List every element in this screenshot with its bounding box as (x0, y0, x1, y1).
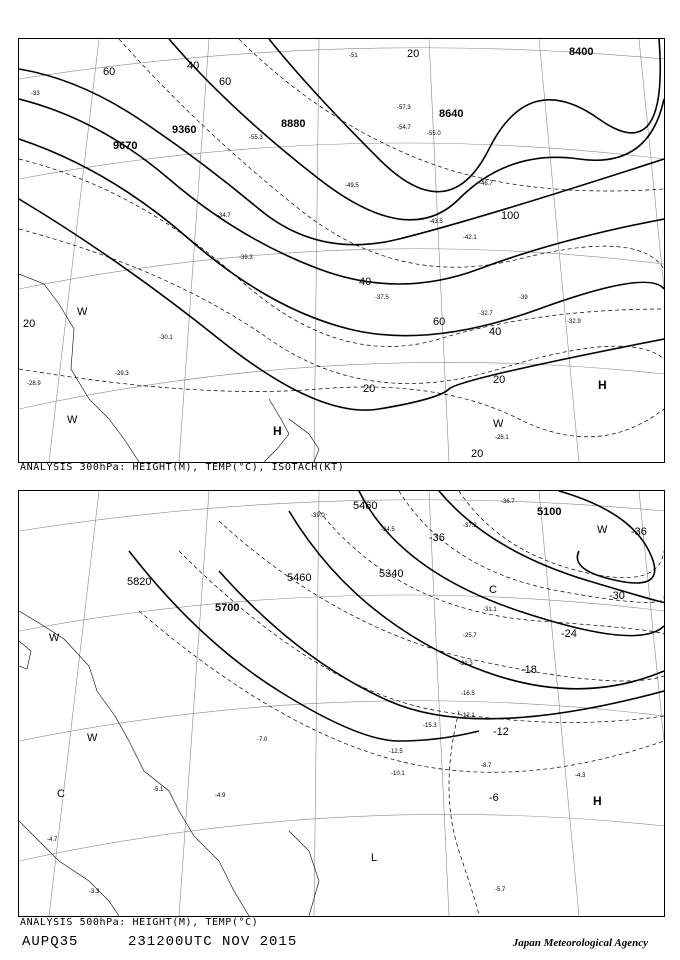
isotach-label: 20 (493, 374, 506, 386)
temp-obs: -5.7 (495, 887, 506, 893)
height-label: 9670 (113, 140, 138, 152)
isotach-label: 100 (501, 210, 520, 222)
temp-obs: -32.7 (479, 311, 493, 317)
warm-center: W (87, 732, 98, 744)
isotherm-label: -36 (429, 532, 445, 544)
isotach-label: 20 (471, 448, 484, 460)
isotach-label: 20 (23, 318, 36, 330)
temp-obs: -49.5 (345, 183, 359, 189)
temp-obs: -34.7 (217, 213, 231, 219)
temp-obs: -12.1 (461, 713, 475, 719)
low-pressure-center: L (371, 852, 378, 864)
temp-obs: -3.3 (89, 889, 100, 895)
height-label: 8880 (281, 118, 306, 130)
temp-obs: -10.1 (391, 771, 405, 777)
height-label: 5700 (215, 602, 240, 614)
temp-obs: -37.5 (375, 295, 389, 301)
map-panel-300hpa (18, 38, 665, 463)
isotach-label: 20 (363, 383, 376, 395)
temp-obs: -8.7 (481, 763, 492, 769)
isotherm-label: -12 (493, 726, 509, 738)
temp-obs: -46.7 (479, 181, 493, 187)
cold-center: C (57, 788, 65, 800)
temp-obs: -15.3 (423, 723, 437, 729)
temp-obs: -43.5 (429, 219, 443, 225)
isotherm-label: -18 (521, 664, 537, 676)
height-label: 5100 (537, 506, 562, 518)
isotherm-label: -36 (631, 526, 647, 538)
warm-center: W (493, 418, 504, 430)
temp-obs: -34.5 (381, 527, 395, 533)
isotherms (19, 39, 664, 437)
isotherm-label: -30 (609, 590, 625, 602)
temp-obs: -55.0 (427, 131, 441, 137)
isotach-label: 60 (103, 66, 116, 78)
isotherm-label: -24 (561, 628, 577, 640)
temp-obs: -25.7 (463, 633, 477, 639)
temp-obs: -4.7 (47, 837, 58, 843)
temp-obs: -55.3 (249, 135, 263, 141)
caption-300hpa: ANALYSIS 300hPa: HEIGHT(M), TEMP(°C), ISOTACH(KT) (20, 462, 345, 473)
temp-obs: -21.3 (459, 661, 473, 667)
high-pressure-center: H (598, 378, 607, 392)
cold-center: C (489, 584, 497, 596)
isotherm-label: -6 (489, 792, 499, 804)
warm-center: W (67, 414, 78, 426)
temp-obs: -33 (31, 91, 40, 97)
temp-obs: -4.9 (215, 793, 226, 799)
map-panel-500hpa (18, 490, 665, 917)
map-300hpa-svg (19, 39, 664, 462)
temp-obs: -39.0 (311, 513, 325, 519)
height-label: 9360 (172, 124, 197, 136)
temp-obs: -29.3 (115, 371, 129, 377)
height-label: 5460 (287, 572, 312, 584)
height-label: 5460 (353, 500, 378, 512)
map-500hpa-svg (19, 491, 664, 916)
isotach-label: 60 (219, 76, 232, 88)
temp-obs: -32.9 (567, 319, 581, 325)
temp-obs: -28.1 (495, 435, 509, 441)
warm-center: W (49, 632, 60, 644)
temp-obs: -42.1 (463, 235, 477, 241)
height-contours (19, 39, 664, 410)
temp-obs: -31.1 (483, 607, 497, 613)
isotach-label: 60 (433, 316, 446, 328)
isotherms (139, 491, 664, 916)
temp-obs: -54.7 (397, 125, 411, 131)
high-pressure-center: H (593, 794, 602, 808)
height-label: 8640 (439, 108, 464, 120)
high-pressure-center: H (273, 424, 282, 438)
height-contours (129, 491, 664, 741)
temp-obs: -37.3 (463, 523, 477, 529)
warm-center: W (597, 524, 608, 536)
temp-obs: -36.7 (501, 499, 515, 505)
temp-obs: -7.0 (257, 737, 268, 743)
temp-obs: -39 (519, 295, 528, 301)
temp-obs: -51 (349, 53, 358, 59)
height-label: 5340 (379, 568, 404, 580)
agency-name: Japan Meteorological Agency (512, 937, 648, 949)
coastline (19, 611, 319, 916)
temp-obs: -28.9 (27, 381, 41, 387)
height-label: 5820 (127, 576, 152, 588)
temp-obs: -12.5 (389, 749, 403, 755)
isotach-label: 40 (489, 326, 502, 338)
temp-obs: -16.5 (461, 691, 475, 697)
isotach-label: 40 (359, 276, 372, 288)
valid-time: 231200UTC NOV 2015 (128, 934, 298, 950)
temp-obs: -39.3 (239, 255, 253, 261)
height-label: 8400 (569, 46, 594, 58)
isotach-label: 40 (187, 60, 200, 72)
lower-labels (47, 499, 647, 895)
temp-obs: -5.1 (153, 787, 164, 793)
temp-obs: -4.3 (575, 773, 586, 779)
product-id: AUPQ35 (22, 934, 79, 950)
temp-obs: -30.1 (159, 335, 173, 341)
temp-obs: -57.3 (397, 105, 411, 111)
graticule (19, 491, 664, 916)
warm-center: W (77, 306, 88, 318)
caption-500hpa: ANALYSIS 500hPa: HEIGHT(M), TEMP(°C) (20, 917, 259, 928)
isotach-label: 20 (407, 48, 420, 60)
